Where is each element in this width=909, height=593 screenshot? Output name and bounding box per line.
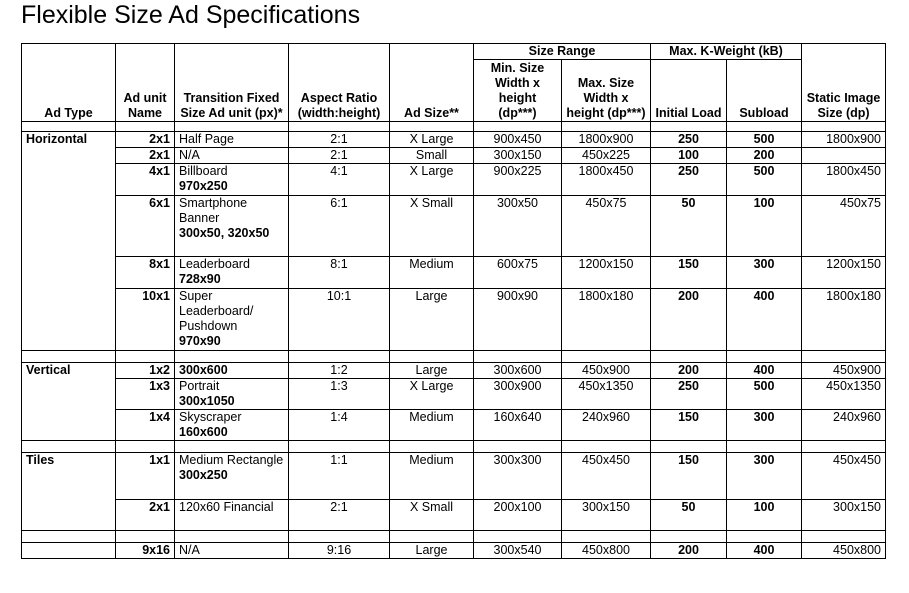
ad-size-cell: X Large <box>390 132 474 148</box>
ad-size-cell: X Large <box>390 164 474 196</box>
header-transition: Transition Fixed Size Ad unit (px)* <box>175 44 289 122</box>
ad-type-cell: Tiles <box>22 453 116 531</box>
table-row <box>22 379 886 410</box>
spacer-row <box>22 441 886 453</box>
subload-cell: 400 <box>727 363 802 379</box>
transition-cell <box>175 257 289 289</box>
table-row <box>22 543 886 559</box>
static-image-cell: 450x1350 <box>802 379 886 410</box>
transition-name: N/A <box>179 148 200 162</box>
transition-name: 120x60 Financial <box>179 500 274 514</box>
aspect-ratio-cell: 9:16 <box>289 543 390 559</box>
ad-size-cell: Large <box>390 363 474 379</box>
aspect-ratio-cell: 4:1 <box>289 164 390 196</box>
static-image-cell: 450x450 <box>802 453 886 500</box>
aspect-ratio-cell: 8:1 <box>289 257 390 289</box>
max-size-cell: 450x800 <box>562 543 651 559</box>
max-size-cell: 450x1350 <box>562 379 651 410</box>
max-size-cell: 450x900 <box>562 363 651 379</box>
subload-cell: 100 <box>727 196 802 257</box>
transition-cell <box>175 379 289 410</box>
initial-load-cell: 150 <box>651 410 727 441</box>
transition-cell <box>175 453 289 500</box>
ad-type-cell: Vertical <box>22 363 116 441</box>
spacer-row <box>22 122 886 132</box>
min-size-cell: 300x150 <box>474 148 562 164</box>
transition-cell <box>175 500 289 531</box>
min-size-cell: 300x540 <box>474 543 562 559</box>
transition-size: 160x600 <box>179 425 228 439</box>
table-row <box>22 453 886 500</box>
initial-load-cell: 150 <box>651 453 727 500</box>
subload-cell: 500 <box>727 379 802 410</box>
header-k-weight: Max. K-Weight (kB) <box>651 44 802 60</box>
ad-unit-name-cell: 1x3 <box>116 379 175 410</box>
min-size-cell: 300x600 <box>474 363 562 379</box>
ad-size-cell: Large <box>390 543 474 559</box>
initial-load-cell: 250 <box>651 164 727 196</box>
static-image-cell: 450x900 <box>802 363 886 379</box>
transition-size: 300x1050 <box>179 394 235 408</box>
static-image-cell: 300x150 <box>802 500 886 531</box>
transition-cell <box>175 196 289 257</box>
aspect-ratio-cell: 2:1 <box>289 148 390 164</box>
min-size-cell: 300x50 <box>474 196 562 257</box>
aspect-ratio-cell: 2:1 <box>289 500 390 531</box>
static-image-cell <box>802 148 886 164</box>
initial-load-cell: 200 <box>651 543 727 559</box>
initial-load-cell: 150 <box>651 257 727 289</box>
transition-size: 728x90 <box>179 272 221 286</box>
header-static-image: Static Image Size (dp) <box>802 44 886 122</box>
header-max-size: Max. Size Width x height (dp***) <box>562 60 651 122</box>
table-row <box>22 196 886 257</box>
max-size-cell: 1200x150 <box>562 257 651 289</box>
subload-cell: 100 <box>727 500 802 531</box>
transition-name: Leaderboard <box>179 257 250 271</box>
header-ad-size: Ad Size** <box>390 44 474 122</box>
initial-load-cell: 100 <box>651 148 727 164</box>
transition-cell <box>175 289 289 351</box>
table-row <box>22 148 886 164</box>
subload-cell: 300 <box>727 410 802 441</box>
table-body <box>22 122 886 559</box>
ad-unit-name-cell: 8x1 <box>116 257 175 289</box>
subload-cell: 300 <box>727 453 802 500</box>
ad-size-cell: Large <box>390 289 474 351</box>
min-size-cell: 600x75 <box>474 257 562 289</box>
transition-cell <box>175 543 289 559</box>
header-initial-load: Initial Load <box>651 60 727 122</box>
initial-load-cell: 250 <box>651 132 727 148</box>
ad-unit-name-cell: 2x1 <box>116 148 175 164</box>
static-image-cell: 450x75 <box>802 196 886 257</box>
transition-name: Half Page <box>179 132 234 146</box>
subload-cell: 400 <box>727 289 802 351</box>
subload-cell: 200 <box>727 148 802 164</box>
subload-cell: 500 <box>727 164 802 196</box>
initial-load-cell: 200 <box>651 363 727 379</box>
subload-cell: 400 <box>727 543 802 559</box>
static-image-cell: 240x960 <box>802 410 886 441</box>
ad-size-cell: X Small <box>390 196 474 257</box>
aspect-ratio-cell: 1:3 <box>289 379 390 410</box>
table-row <box>22 257 886 289</box>
max-size-cell: 450x450 <box>562 453 651 500</box>
initial-load-cell: 50 <box>651 500 727 531</box>
aspect-ratio-cell: 10:1 <box>289 289 390 351</box>
aspect-ratio-cell: 1:1 <box>289 453 390 500</box>
transition-size: 300x50, 320x50 <box>179 226 270 240</box>
ad-unit-name-cell: 1x4 <box>116 410 175 441</box>
max-size-cell: 240x960 <box>562 410 651 441</box>
header-ad-type: Ad Type <box>22 44 116 122</box>
ad-size-cell: X Large <box>390 379 474 410</box>
ad-unit-name-cell: 2x1 <box>116 132 175 148</box>
initial-load-cell: 50 <box>651 196 727 257</box>
static-image-cell: 1800x450 <box>802 164 886 196</box>
initial-load-cell: 250 <box>651 379 727 410</box>
min-size-cell: 160x640 <box>474 410 562 441</box>
min-size-cell: 900x90 <box>474 289 562 351</box>
page-title: Flexible Size Ad Specifications <box>21 1 361 29</box>
initial-load-cell: 200 <box>651 289 727 351</box>
transition-size: 300x600 <box>179 363 228 377</box>
ad-size-cell: X Small <box>390 500 474 531</box>
ad-size-cell: Medium <box>390 410 474 441</box>
spacer-row <box>22 351 886 363</box>
ad-unit-name-cell: 4x1 <box>116 164 175 196</box>
transition-cell <box>175 410 289 441</box>
ad-type-cell <box>22 543 116 559</box>
max-size-cell: 1800x450 <box>562 164 651 196</box>
transition-name: Portrait <box>179 379 220 393</box>
ad-size-cell: Small <box>390 148 474 164</box>
transition-name: N/A <box>179 543 200 557</box>
transition-cell <box>175 132 289 148</box>
aspect-ratio-cell: 1:4 <box>289 410 390 441</box>
transition-size: 970x250 <box>179 179 228 193</box>
transition-size: 300x250 <box>179 468 228 482</box>
aspect-ratio-cell: 6:1 <box>289 196 390 257</box>
min-size-cell: 300x300 <box>474 453 562 500</box>
header-min-size: Min. Size Width x height (dp***) <box>474 60 562 122</box>
ad-unit-name-cell: 1x2 <box>116 363 175 379</box>
ad-unit-name-cell: 2x1 <box>116 500 175 531</box>
max-size-cell: 1800x900 <box>562 132 651 148</box>
max-size-cell: 450x75 <box>562 196 651 257</box>
transition-name: Smartphone Banner <box>179 196 248 225</box>
max-size-cell: 1800x180 <box>562 289 651 351</box>
aspect-ratio-cell: 1:2 <box>289 363 390 379</box>
min-size-cell: 900x450 <box>474 132 562 148</box>
ad-size-cell: Medium <box>390 257 474 289</box>
table-row <box>22 289 886 351</box>
min-size-cell: 300x900 <box>474 379 562 410</box>
min-size-cell: 200x100 <box>474 500 562 531</box>
static-image-cell: 1200x150 <box>802 257 886 289</box>
subload-cell: 500 <box>727 132 802 148</box>
transition-cell <box>175 363 289 379</box>
header-aspect-ratio: Aspect Ratio (width:height) <box>289 44 390 122</box>
static-image-cell: 1800x900 <box>802 132 886 148</box>
ad-unit-name-cell: 1x1 <box>116 453 175 500</box>
table-row <box>22 410 886 441</box>
transition-size: 970x90 <box>179 334 221 348</box>
ad-unit-name-cell: 9x16 <box>116 543 175 559</box>
transition-name: Medium Rectangle <box>179 453 284 467</box>
table-row <box>22 363 886 379</box>
spacer-row <box>22 531 886 543</box>
transition-cell <box>175 148 289 164</box>
header-size-range: Size Range <box>474 44 651 60</box>
static-image-cell: 450x800 <box>802 543 886 559</box>
ad-size-cell: Medium <box>390 453 474 500</box>
transition-cell <box>175 164 289 196</box>
table-row <box>22 132 886 148</box>
table-header <box>22 44 886 122</box>
max-size-cell: 450x225 <box>562 148 651 164</box>
header-subload: Subload <box>727 60 802 122</box>
ad-type-cell: Horizontal <box>22 132 116 351</box>
transition-name: Super Leaderboard/ Pushdown <box>179 289 254 333</box>
transition-name: Billboard <box>179 164 228 178</box>
ad-unit-name-cell: 10x1 <box>116 289 175 351</box>
table-row <box>22 164 886 196</box>
transition-name: Skyscraper <box>179 410 242 424</box>
ad-unit-name-cell: 6x1 <box>116 196 175 257</box>
subload-cell: 300 <box>727 257 802 289</box>
ad-spec-table <box>21 43 886 559</box>
static-image-cell: 1800x180 <box>802 289 886 351</box>
max-size-cell: 300x150 <box>562 500 651 531</box>
table-row <box>22 500 886 531</box>
aspect-ratio-cell: 2:1 <box>289 132 390 148</box>
header-ad-unit-name: Ad unit Name <box>116 44 175 122</box>
min-size-cell: 900x225 <box>474 164 562 196</box>
